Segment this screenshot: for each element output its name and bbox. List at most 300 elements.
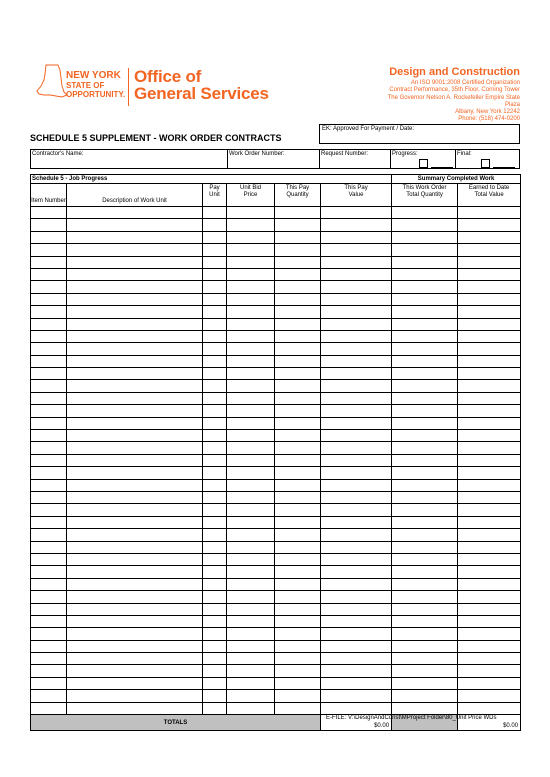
table-cell[interactable] <box>458 467 521 479</box>
table-cell[interactable] <box>321 207 392 219</box>
table-cell[interactable] <box>203 368 227 380</box>
table-cell[interactable] <box>67 479 203 491</box>
table-cell[interactable] <box>203 690 227 702</box>
table-cell[interactable] <box>67 256 203 268</box>
table-cell[interactable] <box>31 306 67 318</box>
table-cell[interactable] <box>203 417 227 429</box>
table-cell[interactable] <box>31 615 67 627</box>
table-cell[interactable] <box>31 268 67 280</box>
table-cell[interactable] <box>203 330 227 342</box>
table-cell[interactable] <box>392 591 458 603</box>
table-cell[interactable] <box>203 256 227 268</box>
table-cell[interactable] <box>67 293 203 305</box>
table-cell[interactable] <box>67 343 203 355</box>
table-cell[interactable] <box>392 318 458 330</box>
table-cell[interactable] <box>275 491 321 503</box>
table-cell[interactable] <box>67 591 203 603</box>
table-cell[interactable] <box>203 578 227 590</box>
table-cell[interactable] <box>275 677 321 689</box>
table-cell[interactable] <box>275 343 321 355</box>
table-cell[interactable] <box>67 628 203 640</box>
table-cell[interactable] <box>321 591 392 603</box>
table-cell[interactable] <box>67 516 203 528</box>
table-cell[interactable] <box>31 516 67 528</box>
table-cell[interactable] <box>458 219 521 231</box>
table-cell[interactable] <box>203 504 227 516</box>
table-cell[interactable] <box>458 640 521 652</box>
table-cell[interactable] <box>203 231 227 243</box>
table-cell[interactable] <box>392 442 458 454</box>
table-cell[interactable] <box>392 504 458 516</box>
table-cell[interactable] <box>227 615 275 627</box>
table-cell[interactable] <box>31 368 67 380</box>
table-cell[interactable] <box>227 504 275 516</box>
table-cell[interactable] <box>203 380 227 392</box>
table-cell[interactable] <box>31 591 67 603</box>
table-cell[interactable] <box>203 306 227 318</box>
table-cell[interactable] <box>392 405 458 417</box>
table-cell[interactable] <box>227 603 275 615</box>
table-cell[interactable] <box>275 591 321 603</box>
table-cell[interactable] <box>227 491 275 503</box>
table-cell[interactable] <box>458 207 521 219</box>
table-cell[interactable] <box>275 665 321 677</box>
table-cell[interactable] <box>458 516 521 528</box>
table-cell[interactable] <box>31 219 67 231</box>
table-cell[interactable] <box>275 231 321 243</box>
table-cell[interactable] <box>392 541 458 553</box>
table-cell[interactable] <box>67 665 203 677</box>
table-cell[interactable] <box>227 244 275 256</box>
table-cell[interactable] <box>321 578 392 590</box>
table-cell[interactable] <box>227 628 275 640</box>
table-cell[interactable] <box>227 653 275 665</box>
table-cell[interactable] <box>67 405 203 417</box>
table-cell[interactable] <box>392 330 458 342</box>
table-cell[interactable] <box>203 653 227 665</box>
table-cell[interactable] <box>67 504 203 516</box>
table-cell[interactable] <box>321 380 392 392</box>
table-cell[interactable] <box>458 653 521 665</box>
table-cell[interactable] <box>203 219 227 231</box>
table-cell[interactable] <box>458 330 521 342</box>
table-cell[interactable] <box>67 330 203 342</box>
table-cell[interactable] <box>31 479 67 491</box>
table-cell[interactable] <box>321 454 392 466</box>
table-cell[interactable] <box>227 256 275 268</box>
table-cell[interactable] <box>31 566 67 578</box>
table-cell[interactable] <box>392 281 458 293</box>
table-cell[interactable] <box>203 603 227 615</box>
table-cell[interactable] <box>227 454 275 466</box>
table-cell[interactable] <box>203 665 227 677</box>
table-cell[interactable] <box>31 207 67 219</box>
table-cell[interactable] <box>31 467 67 479</box>
table-cell[interactable] <box>67 690 203 702</box>
table-cell[interactable] <box>321 553 392 565</box>
table-cell[interactable] <box>392 417 458 429</box>
table-cell[interactable] <box>392 578 458 590</box>
final-checkbox[interactable] <box>481 159 490 168</box>
table-cell[interactable] <box>321 615 392 627</box>
table-cell[interactable] <box>458 690 521 702</box>
table-cell[interactable] <box>458 541 521 553</box>
table-cell[interactable] <box>392 268 458 280</box>
table-cell[interactable] <box>321 392 392 404</box>
table-cell[interactable] <box>321 491 392 503</box>
table-cell[interactable] <box>275 306 321 318</box>
table-cell[interactable] <box>227 318 275 330</box>
table-cell[interactable] <box>227 467 275 479</box>
table-cell[interactable] <box>392 491 458 503</box>
table-cell[interactable] <box>203 516 227 528</box>
table-cell[interactable] <box>67 553 203 565</box>
table-cell[interactable] <box>275 355 321 367</box>
table-cell[interactable] <box>227 442 275 454</box>
table-cell[interactable] <box>67 430 203 442</box>
table-cell[interactable] <box>67 677 203 689</box>
table-cell[interactable] <box>203 591 227 603</box>
table-cell[interactable] <box>275 430 321 442</box>
table-cell[interactable] <box>31 231 67 243</box>
table-cell[interactable] <box>392 566 458 578</box>
table-cell[interactable] <box>321 368 392 380</box>
table-cell[interactable] <box>67 578 203 590</box>
table-cell[interactable] <box>321 231 392 243</box>
table-cell[interactable] <box>321 293 392 305</box>
table-cell[interactable] <box>31 318 67 330</box>
table-cell[interactable] <box>31 690 67 702</box>
table-cell[interactable] <box>275 268 321 280</box>
table-cell[interactable] <box>275 479 321 491</box>
table-cell[interactable] <box>392 628 458 640</box>
table-cell[interactable] <box>321 430 392 442</box>
table-cell[interactable] <box>227 677 275 689</box>
table-cell[interactable] <box>275 516 321 528</box>
table-cell[interactable] <box>31 578 67 590</box>
table-cell[interactable] <box>458 256 521 268</box>
table-cell[interactable] <box>321 566 392 578</box>
table-cell[interactable] <box>31 628 67 640</box>
table-cell[interactable] <box>203 244 227 256</box>
table-cell[interactable] <box>31 553 67 565</box>
table-cell[interactable] <box>275 690 321 702</box>
table-cell[interactable] <box>275 615 321 627</box>
table-cell[interactable] <box>227 665 275 677</box>
table-cell[interactable] <box>227 690 275 702</box>
table-cell[interactable] <box>275 628 321 640</box>
table-cell[interactable] <box>203 293 227 305</box>
table-cell[interactable] <box>458 368 521 380</box>
table-cell[interactable] <box>392 677 458 689</box>
table-cell[interactable] <box>67 318 203 330</box>
table-cell[interactable] <box>67 380 203 392</box>
table-cell[interactable] <box>321 330 392 342</box>
table-cell[interactable] <box>227 591 275 603</box>
table-cell[interactable] <box>275 529 321 541</box>
table-cell[interactable] <box>392 293 458 305</box>
table-cell[interactable] <box>392 454 458 466</box>
table-cell[interactable] <box>203 640 227 652</box>
table-cell[interactable] <box>392 368 458 380</box>
table-cell[interactable] <box>31 653 67 665</box>
table-cell[interactable] <box>321 467 392 479</box>
table-cell[interactable] <box>392 665 458 677</box>
table-cell[interactable] <box>458 615 521 627</box>
table-cell[interactable] <box>203 467 227 479</box>
table-cell[interactable] <box>392 690 458 702</box>
table-cell[interactable] <box>227 529 275 541</box>
table-cell[interactable] <box>227 219 275 231</box>
table-cell[interactable] <box>203 628 227 640</box>
table-cell[interactable] <box>227 566 275 578</box>
table-cell[interactable] <box>458 380 521 392</box>
table-cell[interactable] <box>275 417 321 429</box>
table-cell[interactable] <box>227 417 275 429</box>
table-cell[interactable] <box>275 318 321 330</box>
table-cell[interactable] <box>275 653 321 665</box>
table-cell[interactable] <box>458 355 521 367</box>
table-cell[interactable] <box>203 430 227 442</box>
table-cell[interactable] <box>31 405 67 417</box>
table-cell[interactable] <box>458 430 521 442</box>
table-cell[interactable] <box>67 491 203 503</box>
table-cell[interactable] <box>392 380 458 392</box>
table-cell[interactable] <box>458 677 521 689</box>
table-cell[interactable] <box>321 504 392 516</box>
table-cell[interactable] <box>203 392 227 404</box>
table-cell[interactable] <box>458 553 521 565</box>
table-cell[interactable] <box>227 368 275 380</box>
table-cell[interactable] <box>458 442 521 454</box>
table-cell[interactable] <box>31 677 67 689</box>
table-cell[interactable] <box>392 479 458 491</box>
table-cell[interactable] <box>31 392 67 404</box>
table-cell[interactable] <box>227 479 275 491</box>
table-cell[interactable] <box>321 306 392 318</box>
table-cell[interactable] <box>458 628 521 640</box>
table-cell[interactable] <box>31 256 67 268</box>
table-cell[interactable] <box>67 268 203 280</box>
table-cell[interactable] <box>275 566 321 578</box>
table-cell[interactable] <box>458 405 521 417</box>
table-cell[interactable] <box>203 318 227 330</box>
table-cell[interactable] <box>392 343 458 355</box>
table-cell[interactable] <box>227 306 275 318</box>
table-cell[interactable] <box>203 405 227 417</box>
table-cell[interactable] <box>227 541 275 553</box>
table-cell[interactable] <box>321 219 392 231</box>
table-cell[interactable] <box>31 355 67 367</box>
table-cell[interactable] <box>275 467 321 479</box>
table-cell[interactable] <box>458 244 521 256</box>
table-cell[interactable] <box>392 640 458 652</box>
table-cell[interactable] <box>392 516 458 528</box>
table-cell[interactable] <box>31 293 67 305</box>
table-cell[interactable] <box>203 566 227 578</box>
table-cell[interactable] <box>275 541 321 553</box>
table-cell[interactable] <box>67 640 203 652</box>
table-cell[interactable] <box>31 541 67 553</box>
table-cell[interactable] <box>227 380 275 392</box>
table-cell[interactable] <box>392 231 458 243</box>
table-cell[interactable] <box>227 281 275 293</box>
table-cell[interactable] <box>458 417 521 429</box>
table-cell[interactable] <box>275 442 321 454</box>
table-cell[interactable] <box>275 553 321 565</box>
table-cell[interactable] <box>275 207 321 219</box>
table-cell[interactable] <box>392 392 458 404</box>
table-cell[interactable] <box>31 702 67 714</box>
request-number-field[interactable] <box>320 150 391 168</box>
table-cell[interactable] <box>275 454 321 466</box>
table-cell[interactable] <box>203 343 227 355</box>
table-cell[interactable] <box>67 244 203 256</box>
table-cell[interactable] <box>321 628 392 640</box>
table-cell[interactable] <box>203 541 227 553</box>
contractor-name-field[interactable] <box>31 150 228 168</box>
table-cell[interactable] <box>458 504 521 516</box>
table-cell[interactable] <box>392 553 458 565</box>
table-cell[interactable] <box>227 330 275 342</box>
table-cell[interactable] <box>392 219 458 231</box>
table-cell[interactable] <box>458 479 521 491</box>
table-cell[interactable] <box>392 306 458 318</box>
table-cell[interactable] <box>31 380 67 392</box>
table-cell[interactable] <box>458 306 521 318</box>
table-cell[interactable] <box>321 343 392 355</box>
table-cell[interactable] <box>67 467 203 479</box>
table-cell[interactable] <box>67 702 203 714</box>
table-cell[interactable] <box>227 578 275 590</box>
table-cell[interactable] <box>31 330 67 342</box>
table-cell[interactable] <box>321 603 392 615</box>
table-cell[interactable] <box>31 603 67 615</box>
table-cell[interactable] <box>275 405 321 417</box>
table-cell[interactable] <box>275 380 321 392</box>
progress-checkbox[interactable] <box>419 159 428 168</box>
table-cell[interactable] <box>458 665 521 677</box>
table-cell[interactable] <box>203 615 227 627</box>
table-cell[interactable] <box>203 479 227 491</box>
table-cell[interactable] <box>227 516 275 528</box>
table-cell[interactable] <box>67 231 203 243</box>
table-cell[interactable] <box>203 281 227 293</box>
table-cell[interactable] <box>67 603 203 615</box>
table-cell[interactable] <box>203 355 227 367</box>
table-cell[interactable] <box>31 343 67 355</box>
table-cell[interactable] <box>275 603 321 615</box>
table-cell[interactable] <box>321 355 392 367</box>
table-cell[interactable] <box>392 355 458 367</box>
table-cell[interactable] <box>203 491 227 503</box>
table-cell[interactable] <box>458 566 521 578</box>
table-cell[interactable] <box>392 430 458 442</box>
table-cell[interactable] <box>67 615 203 627</box>
table-cell[interactable] <box>321 640 392 652</box>
table-cell[interactable] <box>227 355 275 367</box>
table-cell[interactable] <box>67 529 203 541</box>
table-cell[interactable] <box>321 653 392 665</box>
table-cell[interactable] <box>392 467 458 479</box>
table-cell[interactable] <box>392 244 458 256</box>
table-cell[interactable] <box>392 529 458 541</box>
table-cell[interactable] <box>67 355 203 367</box>
table-cell[interactable] <box>67 392 203 404</box>
table-cell[interactable] <box>31 665 67 677</box>
table-cell[interactable] <box>203 529 227 541</box>
table-cell[interactable] <box>203 702 227 714</box>
table-cell[interactable] <box>458 529 521 541</box>
table-cell[interactable] <box>67 207 203 219</box>
table-cell[interactable] <box>31 504 67 516</box>
table-cell[interactable] <box>31 281 67 293</box>
table-cell[interactable] <box>392 615 458 627</box>
table-cell[interactable] <box>227 343 275 355</box>
table-cell[interactable] <box>321 281 392 293</box>
table-cell[interactable] <box>321 442 392 454</box>
table-cell[interactable] <box>458 231 521 243</box>
table-cell[interactable] <box>31 430 67 442</box>
table-cell[interactable] <box>458 268 521 280</box>
table-cell[interactable] <box>67 566 203 578</box>
table-cell[interactable] <box>458 392 521 404</box>
table-cell[interactable] <box>227 702 275 714</box>
table-cell[interactable] <box>392 653 458 665</box>
table-cell[interactable] <box>203 454 227 466</box>
table-cell[interactable] <box>458 318 521 330</box>
table-cell[interactable] <box>31 491 67 503</box>
table-cell[interactable] <box>321 677 392 689</box>
table-cell[interactable] <box>203 207 227 219</box>
table-cell[interactable] <box>321 405 392 417</box>
table-cell[interactable] <box>321 702 392 714</box>
table-cell[interactable] <box>321 516 392 528</box>
table-cell[interactable] <box>275 368 321 380</box>
table-cell[interactable] <box>227 392 275 404</box>
table-cell[interactable] <box>67 417 203 429</box>
table-cell[interactable] <box>67 368 203 380</box>
table-cell[interactable] <box>458 491 521 503</box>
table-cell[interactable] <box>227 553 275 565</box>
table-cell[interactable] <box>458 281 521 293</box>
table-cell[interactable] <box>31 529 67 541</box>
table-cell[interactable] <box>275 392 321 404</box>
table-cell[interactable] <box>321 268 392 280</box>
table-cell[interactable] <box>321 318 392 330</box>
table-cell[interactable] <box>227 293 275 305</box>
table-cell[interactable] <box>227 405 275 417</box>
table-cell[interactable] <box>458 591 521 603</box>
table-cell[interactable] <box>275 281 321 293</box>
table-cell[interactable] <box>31 640 67 652</box>
table-cell[interactable] <box>227 231 275 243</box>
table-cell[interactable] <box>392 207 458 219</box>
table-cell[interactable] <box>275 578 321 590</box>
table-cell[interactable] <box>321 665 392 677</box>
table-cell[interactable] <box>275 219 321 231</box>
table-cell[interactable] <box>458 293 521 305</box>
table-cell[interactable] <box>67 454 203 466</box>
table-cell[interactable] <box>321 256 392 268</box>
table-cell[interactable] <box>203 677 227 689</box>
table-cell[interactable] <box>392 702 458 714</box>
table-cell[interactable] <box>392 603 458 615</box>
table-cell[interactable] <box>275 330 321 342</box>
table-cell[interactable] <box>31 442 67 454</box>
table-cell[interactable] <box>227 430 275 442</box>
table-cell[interactable] <box>227 268 275 280</box>
